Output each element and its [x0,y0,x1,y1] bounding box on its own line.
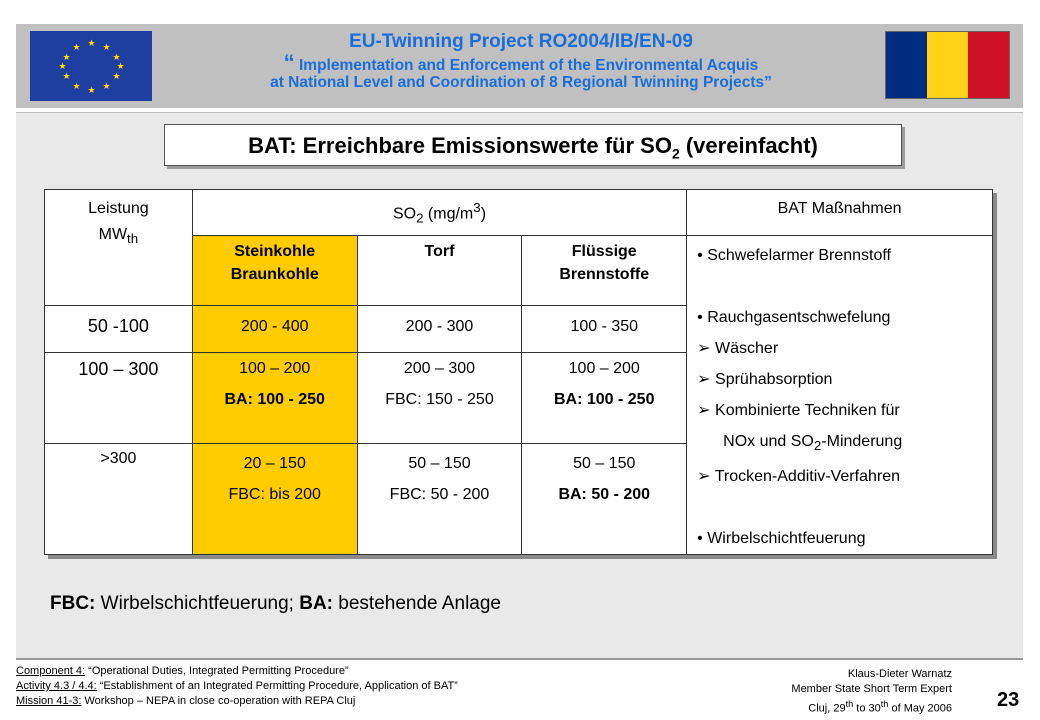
subheader-fluessige: Flüssige Brennstoffe [522,236,687,306]
row-label: >300 [45,444,193,555]
table-cell: 100 - 350 [522,306,687,352]
project-title: EU-Twinning Project RO2004/IB/EN-09 [349,31,693,52]
table-cell: 200 – 300 FBC: 150 - 250 [357,352,522,444]
list-item: • Rauchgasentschwefelung [697,309,891,326]
subheader-steinkohle: Steinkohle Braunkohle [192,236,357,306]
project-subtitle: “ Implementation and Enforcement of the Environmental Acquis at National Level and Coordination of 8 Regional Twinning Projects” [270,50,772,91]
flag-stripe-yellow [927,32,968,98]
footer-author-info: Klaus-Dieter Warnatz Member State Short Term Expert Cluj, 29th to 30th of May 2006 [791,668,952,715]
list-item: ➢ Wäscher [697,340,779,357]
flag-stripe-red [968,32,1009,98]
page-number: 23 [997,689,1020,711]
footer-mission-info: Component 4: “Operational Duties, Integrated Permitting Procedure” Activity 4.3 / 4.4: “Establishment of an Integrated Permitting Procedure, Application of BAT” Mission 41-3: Workshop – NEPA in close co-operation with REPA Cluj [16,665,458,707]
list-item: • Schwefelarmer Brennstoff [697,247,891,264]
list-item: • Wirbelschichtfeuerung [697,530,866,548]
list-item: ➢ Trocken-Additiv-Verfahren [697,468,900,486]
header-so2: $SO_2$ $(mg/m^3)$ [192,190,686,236]
header-bat-measures: BAT Maßnahmen [687,190,993,236]
list-item: ➢ Kombinierte Techniken für [697,402,900,419]
divider-bottom [16,658,1023,660]
table-cell: 200 - 400 [192,306,357,352]
table-cell: 100 – 200 BA: 100 - 250 [522,352,687,444]
row-label: 50 -100 [45,306,193,352]
header-leistung: Leistung $MW_{th}$ [45,190,193,306]
romania-flag-icon [885,31,1010,99]
table-cell: 200 - 300 [357,306,522,352]
table-cell: 50 – 150 BA: 50 - 200 [522,444,687,555]
list-item: NOx und $SO_2$-Minderung [723,433,903,454]
table-cell: 20 – 150 FBC: bis 200 [192,444,357,555]
table-cell: 100 – 200 BA: 100 - 250 [192,352,357,444]
flag-stripe-blue [886,32,927,98]
bat-measures-list [687,236,993,555]
subheader-torf: Torf [357,236,522,306]
bat-emission-table [44,189,993,555]
header-band [16,24,1023,108]
abbreviation-legend: FBC: Wirbelschichtfeuerung; BA: bestehende Anlage [50,593,501,614]
slide-title: BAT: Erreichbare Emissionswerte für $SO_2$ (vereinfacht) [164,124,902,166]
eu-flag-icon: ★ ★ ★ ★ ★ ★ ★ ★ ★ ★ ★ ★ [30,31,152,101]
table-cell: 50 – 150 FBC: 50 - 200 [357,444,522,555]
row-label: 100 – 300 [45,352,193,444]
list-item: ➢ Sprühabsorption [697,371,833,388]
